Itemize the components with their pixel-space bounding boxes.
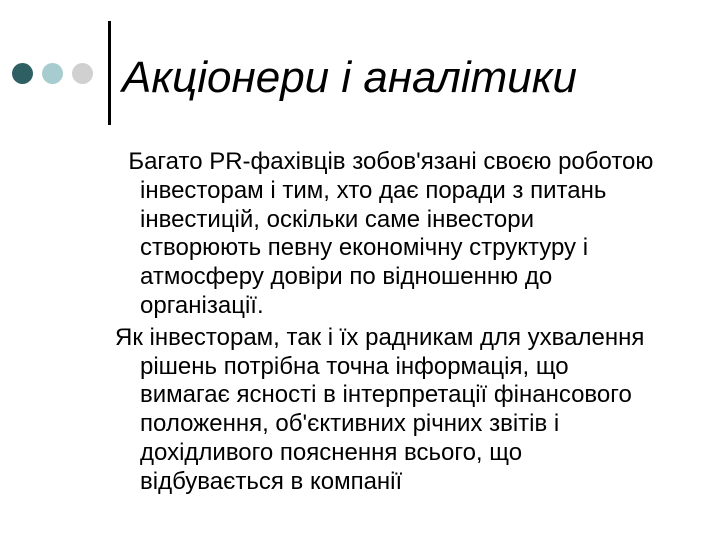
title-divider-rule bbox=[108, 21, 111, 125]
decor-dot-gray-icon bbox=[72, 63, 93, 84]
text-line: організації. bbox=[140, 291, 264, 319]
slide-title: Акціонери і аналітики bbox=[122, 53, 577, 102]
decor-dot-dark-icon bbox=[12, 63, 33, 84]
paragraph bbox=[115, 324, 697, 497]
text-line: інвестицій, оскільки саме інвестори bbox=[140, 205, 534, 233]
text-line: вимагає ясності в інтерпретації фінансового bbox=[140, 381, 632, 409]
paragraph bbox=[115, 148, 697, 321]
text-line: положення, об'єктивних річних звітів і bbox=[140, 410, 560, 438]
text-line: атмосферу довіри по відношенню до bbox=[140, 263, 553, 291]
text-line: інвесторам і тим, хто дає поради з питань bbox=[140, 176, 607, 204]
text-line: Як інвесторам, так і їх радникам для ухвалення bbox=[115, 323, 645, 351]
text-line: рішень потрібна точна інформація, що bbox=[140, 352, 569, 380]
text-line: створюють певну економічну структуру і bbox=[140, 234, 589, 262]
text-line: Багато PR-фахівців зобов'язані своєю роботою bbox=[115, 148, 654, 175]
text-line: дохідливого пояснення всього, що bbox=[140, 438, 523, 466]
decor-dot-teal-icon bbox=[42, 63, 63, 84]
body-text bbox=[115, 148, 697, 497]
text-line: відбувається в компанії bbox=[140, 467, 403, 495]
